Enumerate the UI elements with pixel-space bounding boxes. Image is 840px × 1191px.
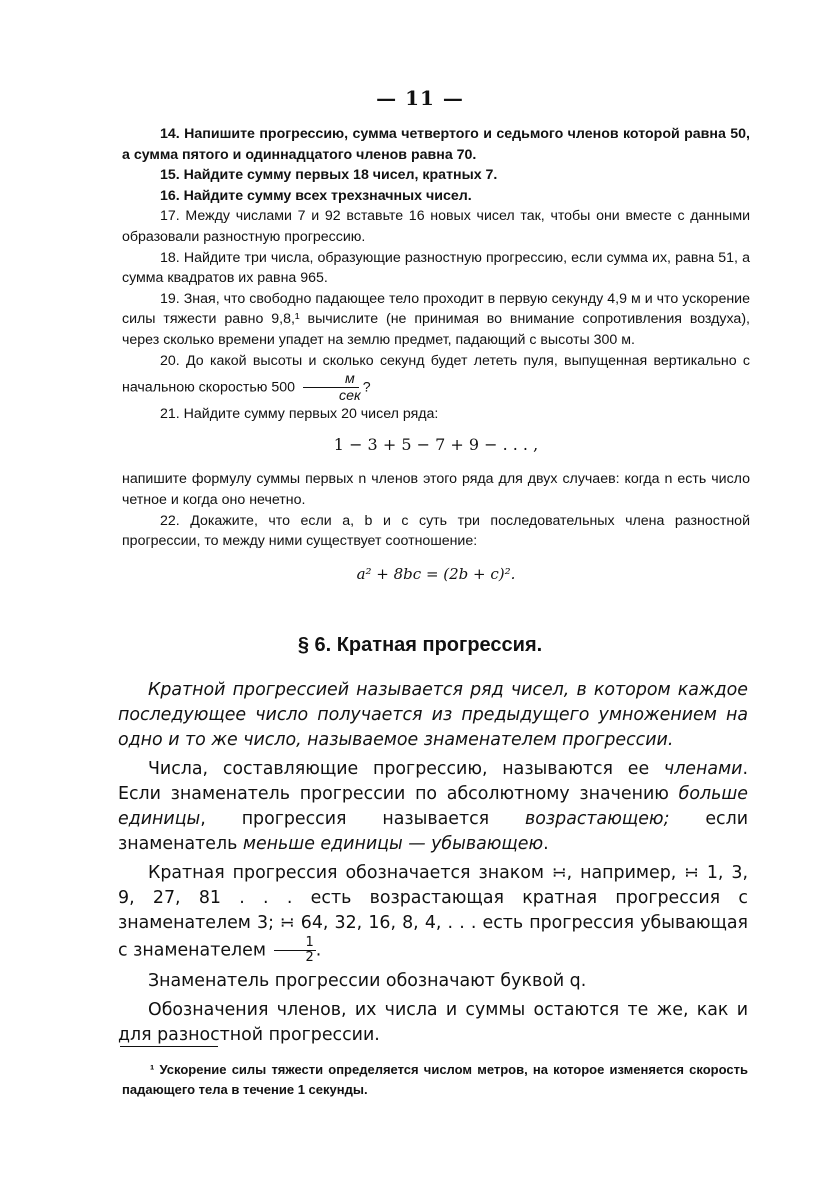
footnote bbox=[122, 1060, 748, 1100]
problem-20 bbox=[122, 351, 750, 405]
problem-17: 17. Между числами 7 и 92 вставьте 16 новых чисел так, чтобы они вместе с данными образовали разностную прогрессию. bbox=[122, 208, 750, 245]
footnote-text: ¹ Ускорение силы тяжести определяется числом метров, на которое изменяется скорость падающего тела в течение 1 секунды. bbox=[122, 1062, 748, 1097]
half-numerator: 1 bbox=[274, 936, 316, 951]
half-fraction bbox=[274, 936, 316, 965]
notation-paragraph bbox=[118, 861, 748, 965]
members-text-2: . Если знаменатель прогрессии по абсолютному значению bbox=[118, 759, 748, 804]
section-title: § 6. Кратная прогрессия. bbox=[297, 634, 543, 656]
members-text-4: если знаменатель bbox=[118, 809, 748, 854]
problem-20-text: 20. До какой высоты и сколько секунд будет лететь пуля, выпущенная вертикально с начальною скоростью 500 bbox=[122, 352, 750, 396]
velocity-unit-fraction bbox=[301, 371, 361, 404]
problem-18: 18. Найдите три числа, образующие разностную прогрессию, если сумма их, равна 51, а сумма квадратов их равна 965. bbox=[122, 249, 750, 287]
series-formula: 1 − 3 + 5 − 7 + 9 − . . . , bbox=[333, 434, 539, 454]
denominator-paragraph: Знаменатель прогрессии обозначают буквой q. bbox=[148, 971, 587, 991]
definition-text: Кратной прогрессией называется ряд чисел, в котором каждое последующее число получается из предыдущего умножением на одно и то же число, называемое знаменателем прогрессии. bbox=[118, 680, 748, 750]
problem-list bbox=[122, 124, 750, 584]
members-text-1: Числа, составляющие прогрессию, называются ее bbox=[148, 759, 664, 779]
half-denominator: 2 bbox=[305, 950, 314, 965]
page-number: — 11 — bbox=[376, 86, 464, 110]
problem-19: 19. Зная, что свободно падающее тело проходит в первую секунду 4,9 м и что ускорение силы тяжести равно 9,8,¹ вычислите (не принимая во внимание сопротивления воздуха), через сколько времени упадет на землю предмет, падающий с высоты 300 м. bbox=[122, 290, 750, 348]
notation-text: Кратная прогрессия обозначается знаком ∺, например, ∺ 1, 3, 9, 27, 81 . . . есть возрастающая кратная прогрессия с знаменателем 3; ∺ 64, 32, 16, 8, 4, . . . есть прогрессия убывающая с знаменателем bbox=[118, 863, 748, 961]
problem-20-suffix: ? bbox=[362, 379, 371, 396]
section-body bbox=[118, 678, 748, 1052]
problem-16: 16. Найдите сумму всех трехзначных чисел. bbox=[160, 187, 472, 204]
problem-15: 15. Найдите сумму первых 18 чисел, кратных 7. bbox=[160, 167, 498, 184]
half-suffix: . bbox=[315, 940, 322, 961]
problem-14: 14. Напишите прогрессию, сумма четвертого и седьмого членов которой равна 50, а сумма пятого и одиннадцатого членов равна 70. bbox=[122, 126, 750, 163]
definition-paragraph bbox=[118, 678, 748, 753]
footnote-divider bbox=[120, 1046, 218, 1047]
greater-term: больше единицы bbox=[118, 784, 748, 829]
same-notation-paragraph: Обозначения членов, их числа и суммы остаются те же, как и для разностной прогрессии. bbox=[118, 1000, 748, 1045]
members-text-3: , прогрессия называется bbox=[200, 809, 526, 829]
members-text-5: . bbox=[543, 834, 549, 854]
members-term: членами bbox=[663, 759, 743, 779]
identity-formula: a² + 8bc = (2b + c)². bbox=[356, 564, 516, 583]
unit-denominator: сек bbox=[339, 388, 361, 405]
problem-22: 22. Докажите, что если a, b и c суть три последовательных члена разностной прогрессии, то между ними существует соотношение: bbox=[122, 512, 750, 550]
problem-21: 21. Найдите сумму первых 20 чисел ряда: bbox=[160, 406, 439, 423]
problem-21-continuation: напишите формулу суммы первых n членов этого ряда для двух случаев: когда n есть число четное и когда оно нечетно. bbox=[122, 471, 750, 508]
unit-numerator: м bbox=[303, 371, 359, 388]
members-paragraph bbox=[118, 757, 748, 857]
decreasing-term: меньше единицы — убывающею bbox=[242, 834, 544, 854]
increasing-term: возрастающею; bbox=[525, 809, 670, 829]
